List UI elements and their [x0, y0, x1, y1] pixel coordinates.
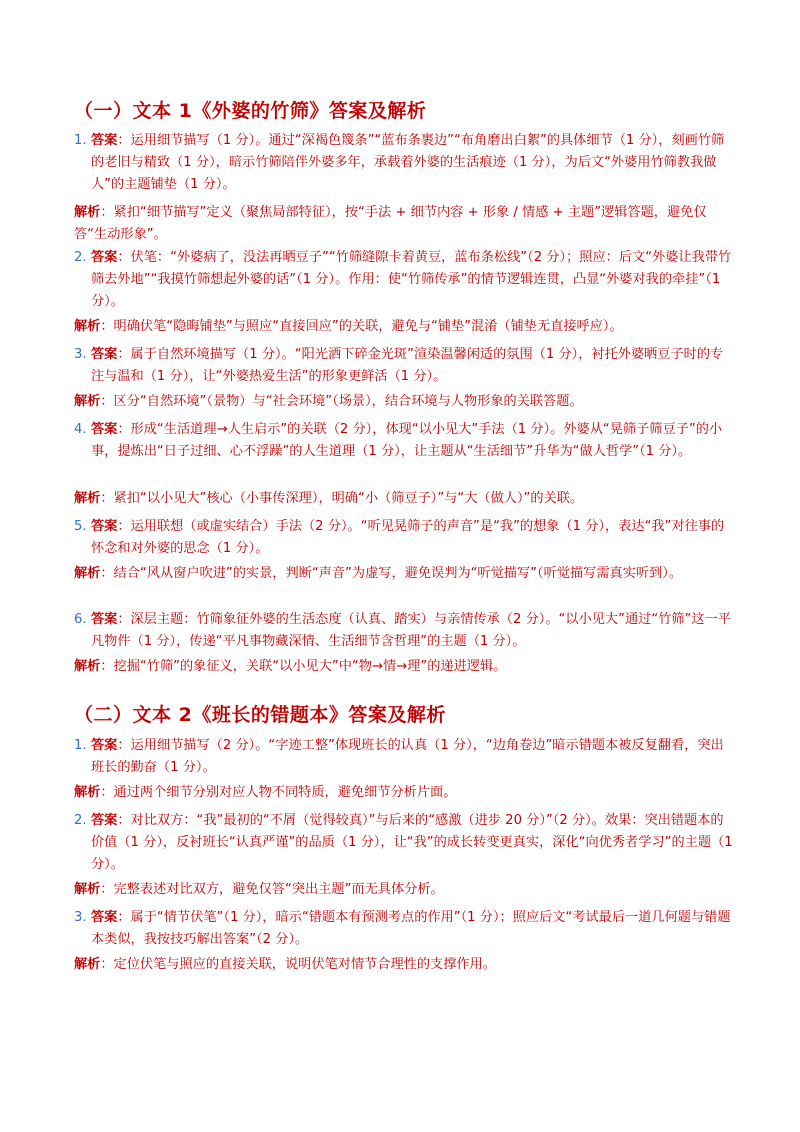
analysis-1-3 [74, 391, 730, 413]
analysis-label: 解析 [74, 785, 101, 800]
answer-label: 答案 [91, 133, 118, 148]
analysis-label: 解析 [74, 566, 101, 581]
answer-text: ：属于“情节伏笔”（1 分），暗示“错题本有预测考点的作用”（1 分）；照应后文“考试最后一道几何题与错题本类似，我按技巧解出答案”（2 分）。 [91, 910, 731, 947]
analysis-text: ：结合“风从窗户吹进”的实景，判断“声音”为虚写，避免误判为“听觉描写”（听觉描写需真实听到）。 [100, 566, 683, 581]
question-2-1 [74, 735, 734, 779]
analysis-label: 解析 [74, 957, 101, 972]
answer-label: 答案 [91, 347, 118, 362]
analysis-1-2 [74, 316, 730, 338]
analysis-text: ：区分“自然环境”（景物）与“社会环境”（场景），结合环境与人物形象的关联答题。 [100, 394, 583, 409]
analysis-2-2 [74, 879, 730, 901]
answer-label: 答案 [91, 910, 118, 925]
section-title-1: （一）文本 1《外婆的竹筛》答案及解析 [74, 100, 427, 122]
answer-label: 答案 [91, 519, 118, 534]
question-number: 6. [74, 612, 87, 627]
analysis-1-1 [74, 202, 730, 246]
analysis-text: ：挖掘“竹筛”的象征义，关联“以小见大”中“物→情→理”的递进逻辑。 [100, 659, 507, 674]
analysis-1-6 [74, 656, 730, 678]
analysis-1-5 [74, 563, 730, 585]
question-1-3 [74, 344, 734, 388]
answer-text: ：深层主题：竹筛象征外婆的生活态度（认真、踏实）与亲情传承（2 分）。“以小见大”通过“竹筛”这一平凡物件（1 分），传递“平凡事物藏深情、生活细节含哲理”的主题（1 分）。 [91, 612, 731, 649]
answer-text: ：运用细节描写（2 分）。“字迹工整”体现班长的认真（1 分），“边角卷边”暗示错题本被反复翻看，突出班长的勤奋（1 分）。 [91, 738, 724, 775]
answer-text: ：运用联想（或虚实结合）手法（2 分）。“听见晃筛子的声音”是“我”的想象（1 分），表达“我”对往事的怀念和对外婆的思念（1 分）。 [91, 519, 725, 556]
question-1-5 [74, 516, 734, 560]
answer-label: 答案 [91, 813, 118, 828]
question-number: 1. [74, 738, 87, 753]
analysis-label: 解析 [74, 205, 101, 220]
answer-label: 答案 [91, 738, 118, 753]
section-title-2: （二）文本 2《班长的错题本》答案及解析 [74, 704, 446, 726]
answer-text: ：运用细节描写（1 分）。通过“深褐色篾条”“蓝布条裹边”“布角磨出白絮”的具体细节（1 分），刻画竹筛的老旧与精致（1 分），暗示竹筛陪伴外婆多年，承载着外婆的生活痕迹（1 分），为后文“外婆用竹筛教我做人”的主题铺垫（1 分）。 [91, 133, 725, 192]
question-number: 2. [74, 250, 87, 265]
question-2-2 [74, 810, 734, 876]
question-number: 3. [74, 347, 87, 362]
question-number: 1. [74, 133, 87, 148]
analysis-2-1 [74, 782, 730, 804]
analysis-1-4 [74, 488, 730, 510]
analysis-text: ：通过两个细节分别对应人物不同特质，避免细节分析片面。 [100, 785, 457, 800]
question-number: 4. [74, 422, 87, 437]
question-number: 5. [74, 519, 87, 534]
analysis-label: 解析 [74, 319, 101, 334]
question-2-3 [74, 907, 734, 951]
analysis-label: 解析 [74, 882, 101, 897]
question-number: 3. [74, 910, 87, 925]
analysis-text: ：定位伏笔与照应的直接关联，说明伏笔对情节合理性的支撑作用。 [100, 957, 496, 972]
answer-text: ：对比双方：“我”最初的“不屑（觉得较真）”与后来的“感激（进步 20 分）”（2 分）。效果：突出错题本的价值（1 分），反衬班长“认真严谨”的品质（1 分），让“我”的成长转变更真实，深化“向优秀者学习”的主题（1 分）。 [91, 813, 733, 872]
analysis-text: ：完整表述对比双方，避免仅答“突出主题”而无具体分析。 [100, 882, 444, 897]
question-1-1 [74, 130, 734, 196]
answer-text: ：伏笔：“外婆病了，没法再晒豆子”“竹筛缝隙卡着黄豆，蓝布条松线”（2 分）；照应：后文“外婆让我带竹筛去外地”“我摸竹筛想起外婆的话”（1 分）。作用：使“竹筛传承”的情节逻辑连贯，凸显“外婆对我的牵挂”（1 分）。 [91, 250, 732, 309]
analysis-label: 解析 [74, 659, 101, 674]
analysis-text: ：明确伏笔“隐晦铺垫”与照应“直接回应”的关联，避免与“铺垫”混淆（铺垫无直接呼应）。 [100, 319, 623, 334]
question-number: 2. [74, 813, 87, 828]
question-1-2 [74, 247, 734, 313]
question-1-4 [74, 419, 734, 463]
analysis-2-3 [74, 954, 730, 976]
analysis-text: ：紧扣“细节描写”定义（聚焦局部特征），按“手法 + 细节内容 + 形象 / 情感 + 主题”逻辑答题，避免仅答“生动形象”。 [74, 205, 707, 242]
answer-label: 答案 [91, 250, 118, 265]
answer-label: 答案 [91, 612, 118, 627]
analysis-label: 解析 [74, 394, 101, 409]
analysis-text: ：紧扣“以小见大”核心（小事传深理），明确“小（筛豆子）”与“大（做人）”的关联。 [100, 491, 584, 506]
answer-text: ：属于自然环境描写（1 分）。“阳光洒下碎金光斑”渲染温馨闲适的氛围（1 分），衬托外婆晒豆子时的专注与温和（1 分），让“外婆热爱生活”的形象更鲜活（1 分）。 [91, 347, 724, 384]
analysis-label: 解析 [74, 491, 101, 506]
question-1-6 [74, 609, 734, 653]
answer-text: ：形成“生活道理→人生启示”的关联（2 分），体现“以小见大”手法（1 分）。外婆从“晃筛子筛豆子”的小事，提炼出“日子过细、心不浮躁”的人生道理（1 分），让主题从“生活细节”升华为“做人哲学”（1 分）。 [91, 422, 723, 459]
answer-label: 答案 [91, 422, 118, 437]
